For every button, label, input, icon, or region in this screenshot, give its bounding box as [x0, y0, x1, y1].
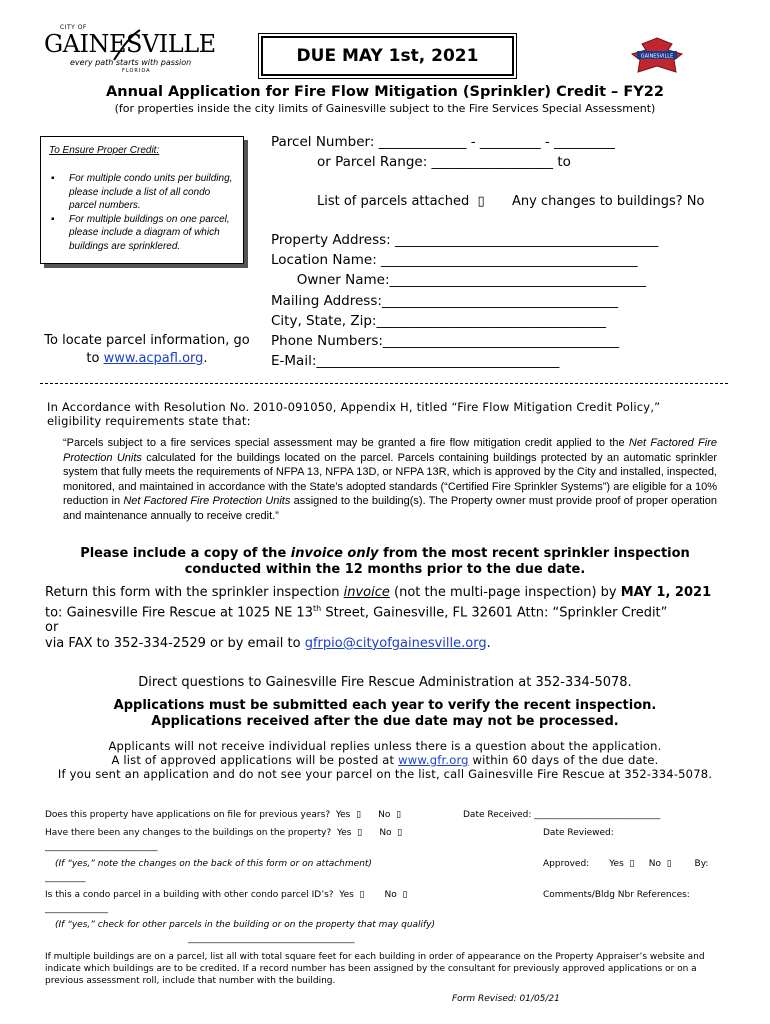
policy-quote	[63, 436, 717, 524]
page-subtitle: (for properties inside the city limits of Gainesville subject to the Fire Services Special Assessment)	[114, 102, 656, 115]
acpafl-link[interactable]: www.acpafl.org	[103, 351, 204, 366]
return-deadline: MAY 1, 2021	[620, 585, 712, 600]
condo-parcel-line: ______________	[45, 904, 108, 914]
owner-name-field[interactable]: Owner Name:______________________________________	[271, 272, 646, 288]
replies-notice	[40, 739, 730, 781]
logo-tagline: every path starts with passion	[70, 58, 192, 67]
if-yes-changes-note: (If “yes,” note the changes on the back of this form or on attachment)	[55, 859, 372, 869]
badge-text: GAINESVILLE	[640, 53, 674, 60]
direct-questions: Direct questions to Gainesville Fire Rescue Administration at 352-334-5078.	[138, 675, 632, 690]
multiple-buildings-footnote: If multiple buildings are on a parcel, list all with total square feet for each building in order of appearance on the Property Appraiser’s website and indicate which buildings are to be credited. If a record number has been assigned by the consultant for previously approved applications or on a previous assessment roll, include that number with the building.	[45, 952, 705, 986]
list-item: ▪ For multiple condo units per building, please include a list of all condo parcel numbers.	[49, 172, 235, 213]
approved-field[interactable]: Approved: Yes ▯ No ▯ By:	[543, 859, 709, 869]
page-title: Annual Application for Fire Flow Mitigation (Sprinkler) Credit – FY22	[106, 84, 664, 100]
return-instructions	[45, 585, 735, 651]
replies-line: If you sent an application and do not see your parcel on the list, call Gainesville Fire Rescue at 352-334-5078.	[57, 767, 713, 781]
logo-city-of: CITY OF	[60, 24, 87, 31]
locate-end: .	[203, 351, 208, 366]
locate-text: To locate parcel information, go to	[44, 333, 250, 366]
parcel-range-field[interactable]: or Parcel Range: __________________ to	[317, 154, 571, 170]
dashed-divider	[40, 383, 728, 384]
email-field[interactable]: E-Mail:____________________________________	[271, 353, 560, 369]
city-state-zip-field[interactable]: City, State, Zip:__________________________________	[271, 313, 606, 329]
list-attached-row	[317, 194, 485, 209]
check-line: _____________________________________	[188, 934, 355, 944]
invoice-note-part: Please include a copy of the	[80, 546, 291, 561]
proper-credit-heading: To Ensure Proper Credit:	[49, 145, 160, 156]
invoice-note	[40, 546, 730, 578]
location-name-field[interactable]: Location Name: ______________________________________	[271, 252, 638, 268]
return-dot: .	[486, 635, 491, 651]
invoice-note-italic: invoice only	[290, 546, 379, 561]
list-item: ▪ For multiple buildings on one parcel, please include a diagram of which buildings are sprinklered.	[49, 213, 235, 254]
list-attached-checkbox[interactable]: ▯	[477, 194, 485, 209]
email-link[interactable]: gfrpio@cityofgainesville.org	[304, 635, 487, 651]
comments-label: Comments/Bldg Nbr References:	[543, 890, 690, 900]
replies-line: A list of approved applications will be posted at	[111, 753, 399, 767]
quote-part: calculated for the buildings located on the parcel. Parcels containing buildings protected by an automatic sprinkler system that fully meets the requirements of NFPA 13, NFPA 13D, or NFPA 13R, which is approved by the City and installed, inspected, monitored, and maintained in accordance with the State’s adopted standards (“Certified Fire Sprinkler Systems”) are eligible for a 10% reduction in	[63, 451, 717, 508]
question-building-changes-line: _________________________	[45, 842, 158, 852]
return-or: or	[45, 620, 59, 636]
parcel-number-field[interactable]: Parcel Number: _____________ - _________ - _________	[271, 134, 615, 150]
question-previous-years[interactable]: Does this property have applications on file for previous years? Yes ▯ No ▯	[45, 810, 402, 820]
return-address: Street, Gainesville, FL 32601 Attn: “Sprinkler Credit”	[321, 604, 668, 620]
proper-credit-box	[40, 136, 244, 264]
list-attached-label: List of parcels attached	[317, 194, 470, 209]
fire-rescue-badge-icon	[628, 36, 686, 76]
resolution-text: In Accordance with Resolution No. 2010-091050, Appendix H, titled “Fire Flow Mitigation Credit Policy,” eligibility requirements state that:	[47, 400, 661, 428]
date-reviewed-label: Date Reviewed:	[543, 828, 614, 838]
logo-name: GAINESVILLE	[44, 30, 216, 58]
mailing-address-field[interactable]: Mailing Address:___________________________________	[271, 293, 619, 309]
quote-italic: Net Factored Fire Protection Units	[63, 437, 717, 464]
invoice-note-part: conducted within the 12 months prior to the due date.	[184, 562, 586, 577]
property-address-field[interactable]: Property Address: _______________________________________	[271, 232, 659, 248]
due-date-box: DUE MAY 1st, 2021	[261, 36, 514, 76]
question-condo-parcel[interactable]: Is this a condo parcel in a building with other condo parcel ID’s? Yes ▯ No ▯	[45, 890, 408, 900]
return-address: to: Gainesville Fire Rescue at 1025 NE 13	[45, 604, 313, 620]
replies-line: Applicants will not receive individual replies unless there is a question about the application.	[108, 739, 662, 753]
return-text: Return this form with the sprinkler inspection	[45, 585, 344, 600]
return-invoice: invoice	[343, 585, 390, 600]
logo-state: FLORIDA	[122, 68, 151, 74]
submit-line: Applications must be submitted each year to verify the recent inspection.	[113, 698, 657, 713]
quote-part: assigned to the building(s). The Property owner must provide proof of proper operation and maintenance annually to receive credit.”	[63, 495, 717, 522]
question-building-changes[interactable]: Have there been any changes to the buildings on the property? Yes ▯ No ▯	[45, 828, 403, 838]
return-text: (not the multi-page inspection) by	[389, 585, 621, 600]
proper-credit-list	[49, 172, 235, 253]
phone-numbers-field[interactable]: Phone Numbers:___________________________________	[271, 333, 620, 349]
return-fax: via FAX to 352-334-2529 or by email to	[45, 635, 305, 651]
if-yes-check-note: (If “yes,” check for other parcels in the building or on the property that may qualify)	[55, 920, 436, 930]
approved-line: _________	[45, 873, 86, 883]
form-revised-date: Form Revised: 01/05/21	[452, 994, 560, 1004]
date-received-field[interactable]: Date Received: ____________________________	[463, 810, 661, 820]
gfr-link[interactable]: www.gfr.org	[398, 753, 469, 767]
quote-part: “Parcels subject to a fire services special assessment may be granted a fire flow mitigation credit applied to the	[63, 437, 629, 449]
city-logo	[44, 24, 216, 80]
quote-italic: Net Factored Fire Protection Units	[123, 495, 291, 508]
any-changes-label: Any changes to buildings? No	[512, 194, 705, 209]
invoice-note-part: from the most recent sprinkler inspection	[378, 546, 690, 561]
locate-parcel-note	[44, 332, 250, 368]
logo-swoosh-icon	[112, 28, 142, 62]
return-sup: th	[312, 603, 322, 613]
submit-line: Applications received after the due date may not be processed.	[151, 714, 619, 729]
replies-line: within 60 days of the due date.	[468, 753, 659, 767]
submit-notice	[0, 698, 770, 730]
